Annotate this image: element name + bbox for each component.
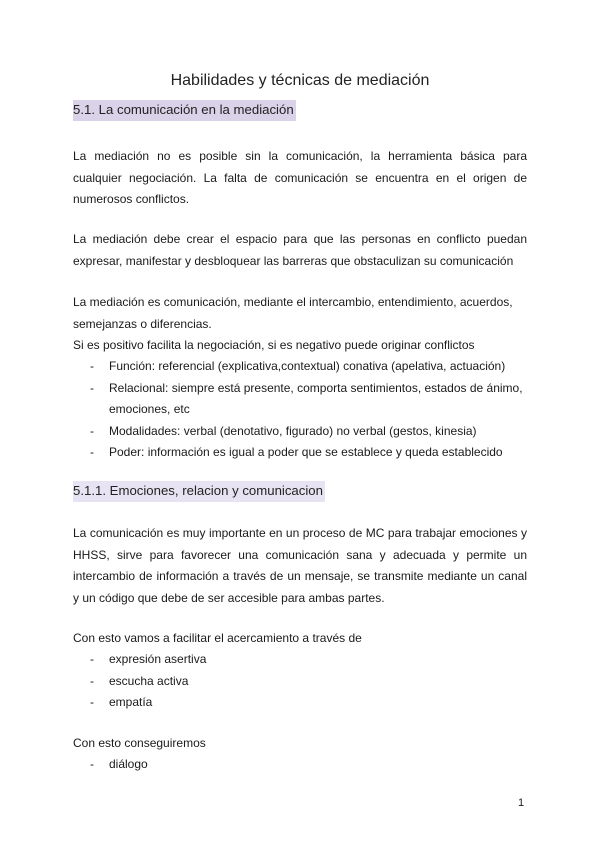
list-item: - empatía — [73, 692, 527, 714]
list-item: - Poder: información es igual a poder que se establece y queda establecido — [73, 442, 527, 464]
list-item: - diálogo — [73, 754, 527, 776]
paragraph-positive-negative: Si es positivo facilita la negociación, si es negativo puede originar conflictos — [73, 338, 475, 352]
dash-marker: - — [90, 673, 94, 688]
dash-marker: - — [90, 757, 94, 771]
communication-aspects-list — [73, 356, 527, 464]
dash-marker: - — [90, 423, 94, 438]
list-item: - Relacional: siempre está presente, comporta sentimientos, estados de ánimo, emociones, etc — [73, 378, 527, 421]
paragraph-achieve: Con esto conseguiremos — [73, 736, 206, 750]
paragraph-mediation-space: La mediación debe crear el espacio para que las personas en conflicto puedan expresar, manifestar y desbloquear las barreras que obstaculizan su comunicación — [73, 232, 527, 268]
dash-marker: - — [90, 359, 94, 373]
paragraph-mediation-intro: La mediación no es posible sin la comunicación, la herramienta básica para cualquier negociación. La falta de comunicación se encuentra en el origen de numerosos conflictos. — [73, 149, 527, 206]
outcome-list — [73, 754, 527, 776]
section-heading-5-1-1: 5.1.1. Emociones, relacion y comunicacion — [73, 481, 325, 502]
dash-marker: - — [90, 380, 94, 395]
approach-list — [73, 649, 527, 714]
list-item: - escucha activa — [73, 671, 527, 693]
section-heading-5-1: 5.1. La comunicación en la mediación — [73, 100, 296, 121]
dash-marker: - — [90, 695, 94, 709]
paragraph-facilitate: Con esto vamos a facilitar el acercamiento a través de — [73, 631, 362, 645]
list-item: - expresión asertiva — [73, 649, 527, 671]
page-number: 1 — [518, 797, 525, 809]
document-title: Habilidades y técnicas de mediación — [170, 72, 430, 89]
list-item: - Modalidades: verbal (denotativo, figurado) no verbal (gestos, kinesia) — [73, 421, 527, 443]
list-item: - Función: referencial (explicativa,contextual) conativa (apelativa, actuación) — [73, 356, 527, 378]
dash-marker: - — [90, 445, 94, 459]
paragraph-communication-importance: La comunicación es muy importante en un proceso de MC para trabajar emociones y HHSS, sirve para favorecer una comunicación sana y adecuada y permite un intercambio de información a través de un mensaje, se transmite mediante un canal y un código que debe de ser accesible para ambas partes. — [73, 526, 527, 605]
dash-marker: - — [90, 652, 94, 666]
paragraph-mediation-communication: La mediación es comunicación, mediante el intercambio, entendimiento, acuerdos, semejanzas o diferencias. — [73, 295, 513, 331]
